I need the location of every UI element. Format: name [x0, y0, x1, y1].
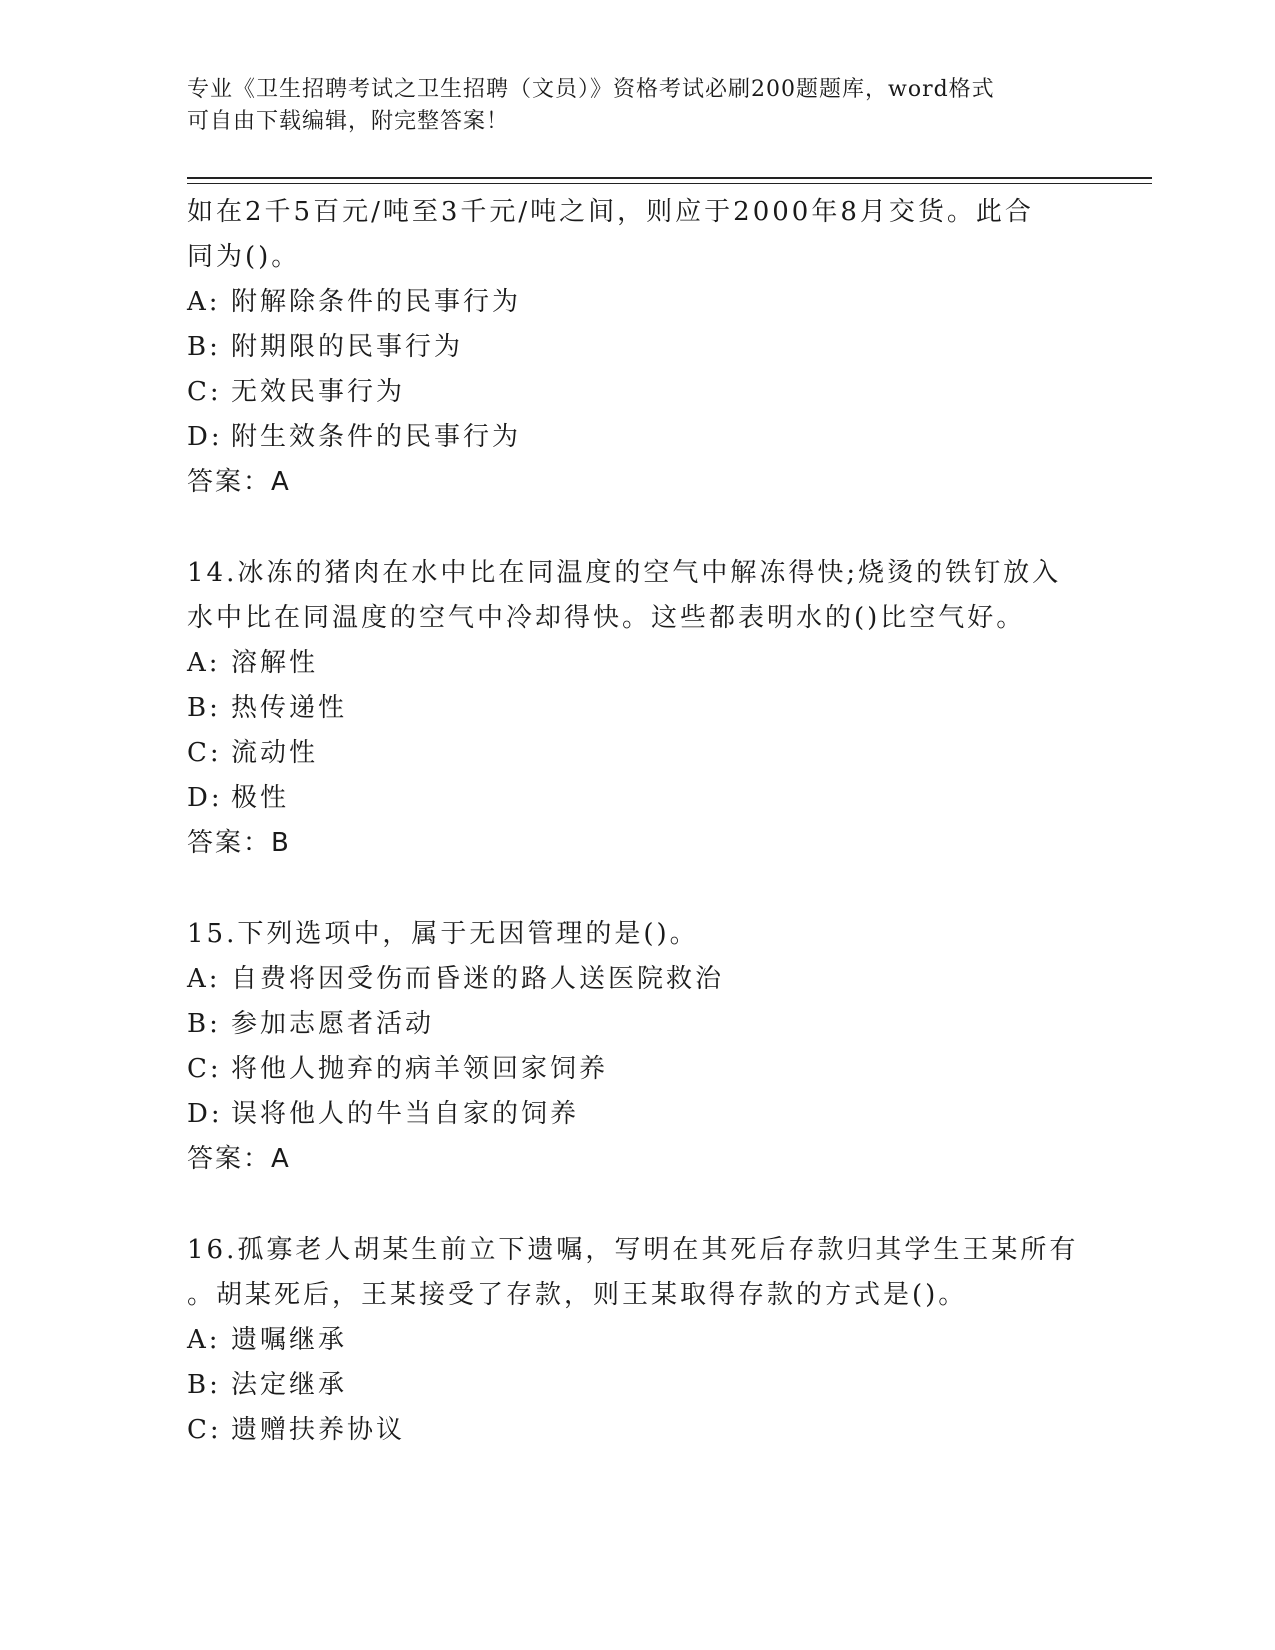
option-text: 附生效条件的民事行为 — [231, 422, 522, 452]
header-divider-thick — [187, 177, 1152, 179]
header-line-1: 专业《卫生招聘考试之卫生招聘（文员）》资格考试必刷200题题库，word格式 — [187, 77, 995, 102]
option-text: 自费将因受伤而昏迷的路人送医院救治 — [231, 964, 725, 994]
question-spacer — [187, 866, 1087, 912]
question-text-line: 如在2千5百元/吨至3千元/吨之间，则应于2000年8月交货。此合 — [187, 197, 1034, 227]
question-text-line: 15.下列选项中，属于无因管理的是()。 — [187, 919, 699, 949]
question-text-line: 水中比在同温度的空气中冷却得快。这些都表明水的()比空气好。 — [187, 603, 1026, 633]
option-key: D: — [187, 1099, 223, 1129]
question-spacer — [187, 1182, 1087, 1228]
option-text: 遗赠扶养协议 — [231, 1415, 406, 1445]
option-text: 附解除条件的民事行为 — [231, 287, 522, 317]
option-key: B: — [187, 1370, 221, 1400]
option-key: C: — [187, 377, 222, 407]
option-text: 热传递性 — [231, 693, 348, 723]
question-text-line: 14.冰冻的猪肉在水中比在同温度的空气中解冻得快;烧烫的铁钉放入 — [187, 558, 1062, 588]
option-c — [187, 370, 1087, 415]
option-b — [187, 1363, 1087, 1408]
option-d — [187, 776, 1087, 821]
answer-line: 答案：B — [187, 828, 291, 858]
option-b — [187, 325, 1087, 370]
option-c — [187, 731, 1087, 776]
option-text: 极性 — [231, 783, 290, 813]
option-key: D: — [187, 783, 223, 813]
option-key: A: — [187, 287, 221, 317]
question-spacer — [187, 505, 1087, 551]
option-d — [187, 415, 1087, 460]
option-key: A: — [187, 648, 221, 678]
option-key: C: — [187, 1415, 222, 1445]
option-key: D: — [187, 422, 223, 452]
option-a — [187, 641, 1087, 686]
question-block — [187, 912, 1087, 1182]
option-text: 遗嘱继承 — [231, 1325, 348, 1355]
option-text: 误将他人的牛当自家的饲养 — [231, 1099, 580, 1129]
option-key: A: — [187, 964, 221, 994]
option-text: 法定继承 — [231, 1370, 348, 1400]
option-key: A: — [187, 1325, 221, 1355]
option-a — [187, 280, 1087, 325]
option-text: 附期限的民事行为 — [231, 332, 464, 362]
question-block — [187, 551, 1087, 866]
option-c — [187, 1408, 1087, 1453]
option-c — [187, 1047, 1087, 1092]
option-text: 无效民事行为 — [231, 377, 406, 407]
option-key: C: — [187, 738, 222, 768]
header-line-2: 可自由下载编辑，附完整答案！ — [187, 109, 510, 134]
question-list — [187, 190, 1087, 1453]
question-text-line: 同为()。 — [187, 242, 301, 272]
option-key: B: — [187, 693, 221, 723]
option-b — [187, 686, 1087, 731]
question-block — [187, 190, 1087, 505]
header-divider-thin — [187, 183, 1152, 184]
option-text: 将他人抛弃的病羊领回家饲养 — [231, 1054, 609, 1084]
option-text: 流动性 — [231, 738, 319, 768]
option-a — [187, 957, 1087, 1002]
option-d — [187, 1092, 1087, 1137]
option-key: C: — [187, 1054, 222, 1084]
question-text-line: 。胡某死后，王某接受了存款，则王某取得存款的方式是()。 — [187, 1280, 968, 1310]
option-a — [187, 1318, 1087, 1363]
option-key: B: — [187, 332, 221, 362]
option-b — [187, 1002, 1087, 1047]
document-header — [187, 74, 1067, 138]
option-key: B: — [187, 1009, 221, 1039]
question-text-line: 16.孤寡老人胡某生前立下遗嘱，写明在其死后存款归其学生王某所有 — [187, 1235, 1079, 1265]
question-block — [187, 1228, 1087, 1453]
option-text: 参加志愿者活动 — [231, 1009, 435, 1039]
answer-line: 答案：A — [187, 1144, 291, 1174]
option-text: 溶解性 — [231, 648, 319, 678]
answer-line: 答案：A — [187, 467, 291, 497]
